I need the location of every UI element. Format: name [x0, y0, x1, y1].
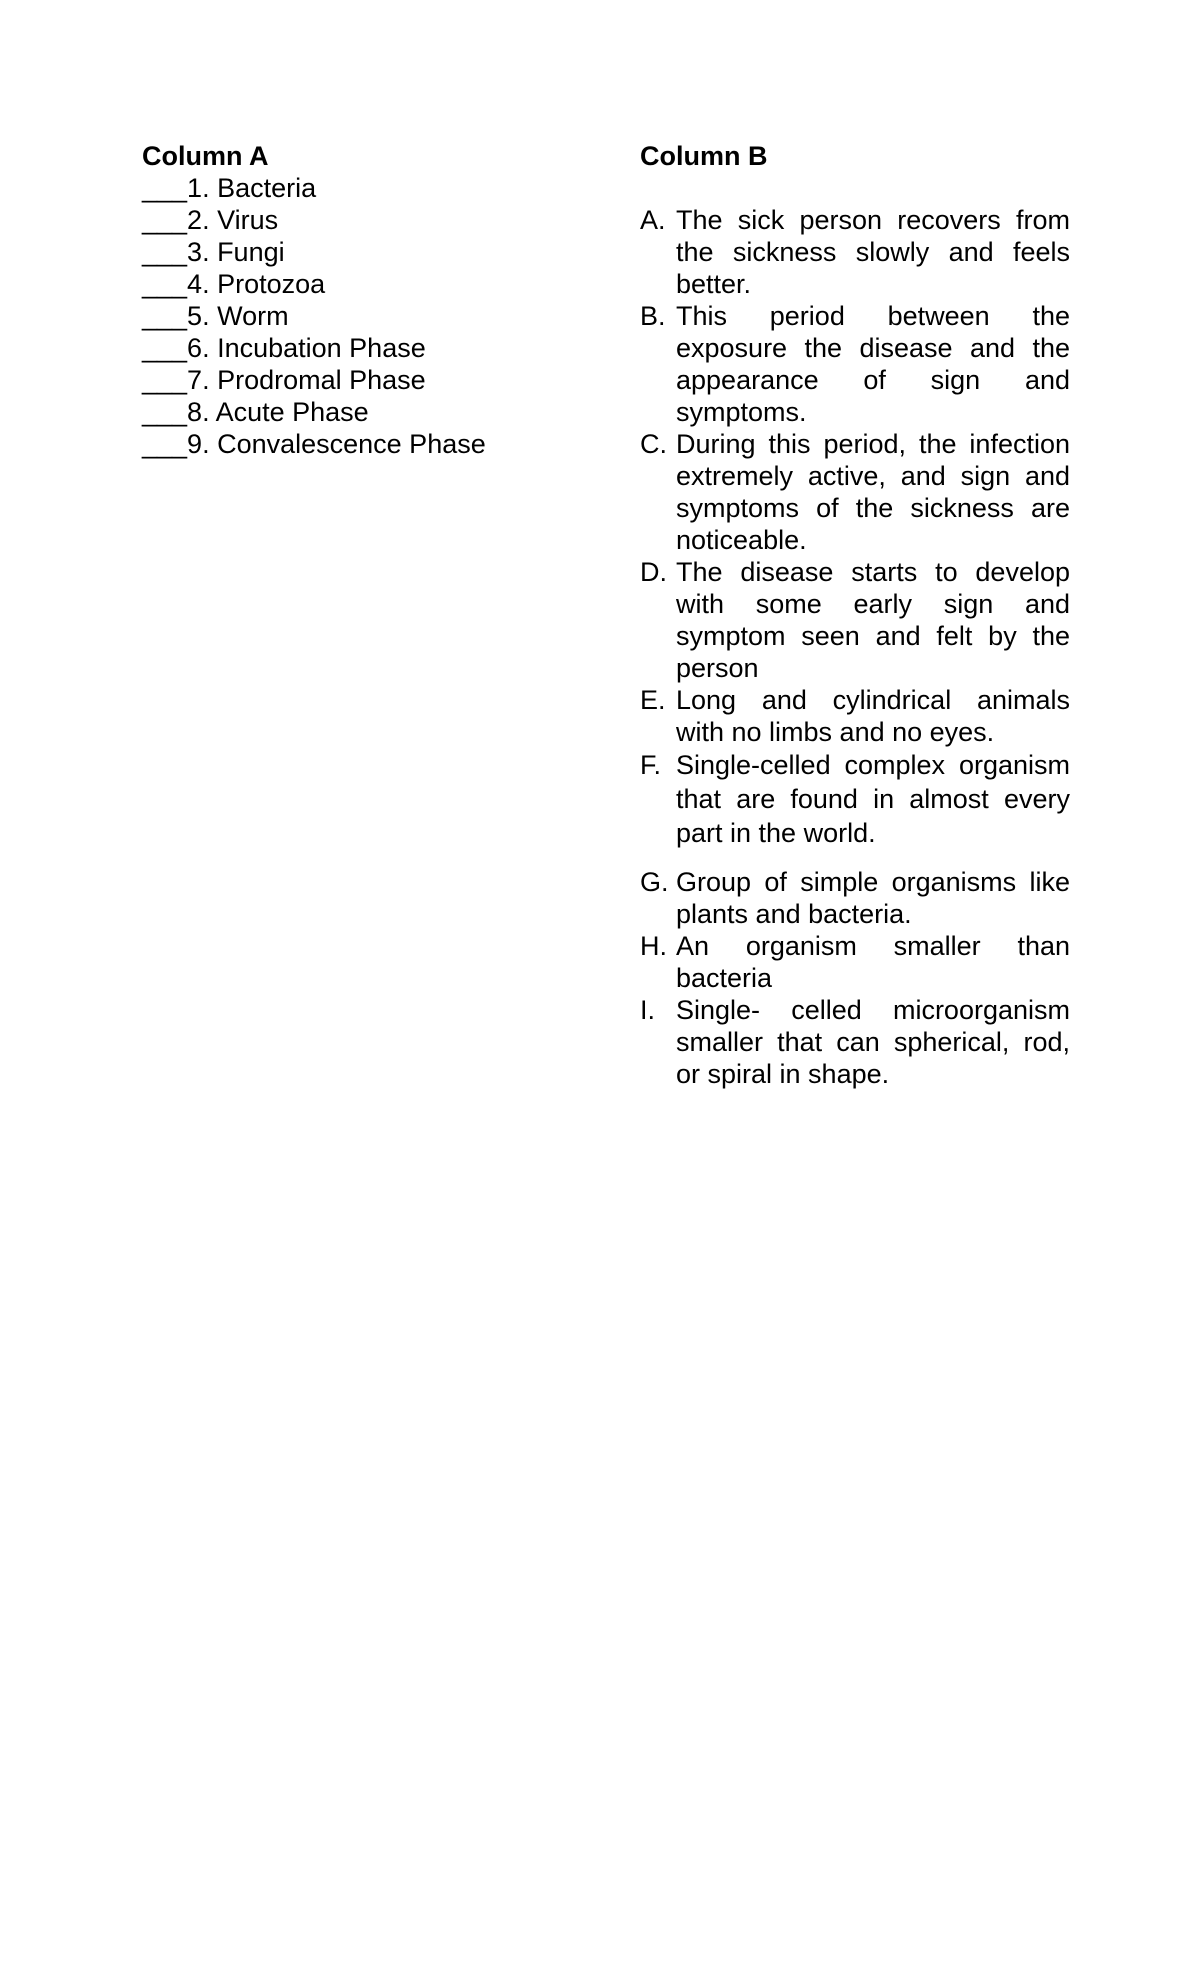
column-a-item-6: ___6. Incubation Phase: [142, 333, 426, 363]
column-b: [640, 140, 1070, 1090]
item-letter: A.: [640, 205, 666, 235]
item-letter: B.: [640, 301, 666, 331]
column-b-item-e: [640, 684, 1070, 748]
column-a-item-8: ___8. Acute Phase: [142, 397, 369, 427]
column-a-item-7: ___7. Prodromal Phase: [142, 365, 426, 395]
column-b-item-h: [640, 930, 1070, 994]
item-letter: C.: [640, 429, 667, 459]
item-letter: F.: [640, 750, 662, 780]
column-a: [142, 140, 542, 460]
item-letter: G.: [640, 867, 669, 897]
item-text: This period between the exposure the disease and the appearance of sign and symptoms.: [676, 301, 1070, 427]
column-a-item-9: ___9. Convalescence Phase: [142, 429, 486, 459]
column-b-list: [640, 204, 1070, 1090]
column-b-item-a: [640, 204, 1070, 300]
item-letter: E.: [640, 685, 666, 715]
column-a-item-1: ___1. Bacteria: [142, 173, 317, 203]
item-text: An organism smaller than bacteria: [676, 931, 1070, 993]
column-a-list: [142, 172, 542, 460]
column-b-item-b: [640, 300, 1070, 428]
column-b-item-d: [640, 556, 1070, 684]
column-a-item-2: ___2. Virus: [142, 205, 279, 235]
column-b-item-f: [640, 748, 1070, 850]
item-text: Long and cylindrical animals with no limbs and no eyes.: [676, 685, 1070, 747]
column-b-item-c: [640, 428, 1070, 556]
item-text: Single-celled complex organism that are found in almost every part in the world.: [676, 750, 1070, 848]
column-b-item-i: [640, 994, 1070, 1090]
item-text: Group of simple organisms like plants and bacteria.: [676, 867, 1070, 929]
item-text: The disease starts to develop with some early sign and symptom seen and felt by the person: [676, 557, 1070, 683]
column-a-title: Column A: [142, 141, 269, 171]
item-text: During this period, the infection extremely active, and sign and symptoms of the sickness are noticeable.: [676, 429, 1070, 555]
item-letter: I.: [640, 995, 656, 1025]
item-letter: H.: [640, 931, 667, 961]
column-b-item-g: [640, 866, 1070, 930]
column-a-item-3: ___3. Fungi: [142, 237, 285, 267]
item-text: The sick person recovers from the sickness slowly and feels better.: [676, 205, 1070, 299]
item-letter: D.: [640, 557, 667, 587]
column-a-item-5: ___5. Worm: [142, 301, 289, 331]
column-a-item-4: ___4. Protozoa: [142, 269, 326, 299]
item-text: Single- celled microorganism smaller that can spherical, rod, or spiral in shape.: [676, 995, 1070, 1089]
column-b-title: Column B: [640, 141, 768, 171]
